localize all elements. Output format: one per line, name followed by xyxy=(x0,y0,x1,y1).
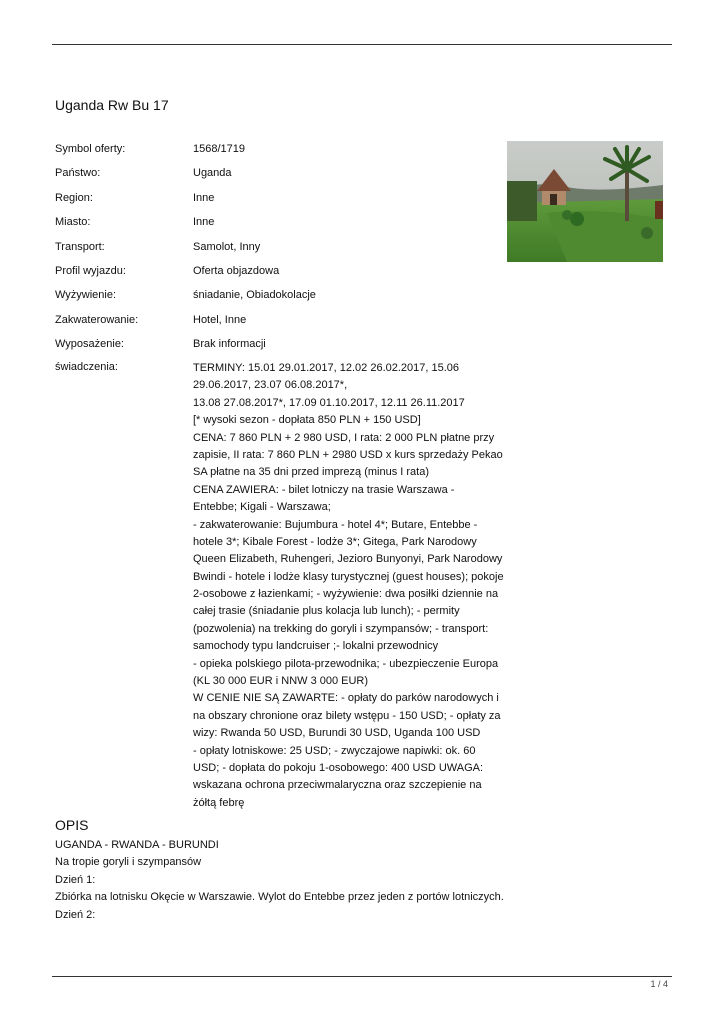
field-label: Profil wyjazdu: xyxy=(55,264,126,277)
services-line: 2-osobowe z łazienkami; - wyżywienie: dwa posiłki dziennie na xyxy=(193,588,499,601)
services-line: CENA: 7 860 PLN + 2 980 USD, I rata: 2 000 PLN płatne przy xyxy=(193,431,495,444)
services-section xyxy=(55,361,515,813)
services-line: USD; - dopłata do pokoju 1-osobowego: 400 USD UWAGA: xyxy=(193,761,484,774)
offer-fields xyxy=(55,143,505,363)
services-text xyxy=(193,361,507,813)
services-line: 13.08 27.08.2017*, 17.09 01.10.2017, 12.11 26.11.2017 xyxy=(193,396,465,409)
services-line: Entebbe; Kigali - Warszawa; xyxy=(193,501,331,514)
field-row xyxy=(55,265,505,289)
field-value: Samolot, Inny xyxy=(193,240,261,253)
field-row xyxy=(55,216,505,240)
description-heading: OPIS xyxy=(55,817,89,833)
field-row xyxy=(55,338,505,362)
description-line: Dzień 1: xyxy=(55,873,96,886)
services-line: TERMINY: 15.01 29.01.2017, 12.02 26.02.2017, 15.06 xyxy=(193,362,460,374)
field-row xyxy=(55,241,505,265)
field-label: Transport: xyxy=(55,240,105,253)
services-line: całej trasie (śniadanie plus kolacja lub lunch); - permity xyxy=(193,605,460,618)
services-line: [* wysoki sezon - dopłata 850 PLN + 150 USD] xyxy=(193,414,421,427)
description-line: Na tropie goryli i szympansów xyxy=(55,856,202,869)
field-value: Inne xyxy=(193,191,215,204)
services-line: - zakwaterowanie: Bujumbura - hotel 4*; Butare, Entebbe - xyxy=(193,518,478,531)
page-number: 1 / 4 xyxy=(650,979,668,989)
field-label: Region: xyxy=(55,191,93,204)
lodge-photo xyxy=(507,141,663,262)
field-value: Brak informacji xyxy=(193,338,266,351)
field-row xyxy=(55,289,505,313)
field-label: Wyżywienie: xyxy=(55,289,117,302)
field-value: Inne xyxy=(193,216,215,229)
field-value: Uganda xyxy=(193,167,232,180)
field-row xyxy=(55,314,505,338)
services-label: świadczenia: xyxy=(55,361,118,373)
services-line: Bwindi - hotele i lodże klasy turystycznej (guest houses); pokoje xyxy=(193,570,504,583)
field-label: Państwo: xyxy=(55,167,101,180)
services-line: wizy: Rwanda 50 USD, Burundi 30 USD, Uganda 100 USD xyxy=(193,727,481,740)
field-label: Miasto: xyxy=(55,216,91,229)
services-line: samochody typu landcruiser ;- lokalni przewodnicy xyxy=(193,640,439,653)
field-label: Wyposażenie: xyxy=(55,338,124,351)
description-line: Dzień 2: xyxy=(55,908,96,921)
services-line: - opieka polskiego pilota-przewodnika; - ubezpieczenie Europa xyxy=(193,657,499,670)
field-label: Symbol oferty: xyxy=(55,143,126,155)
description-body xyxy=(55,838,555,925)
services-line: (KL 30 000 EUR i NNW 3 000 EUR) xyxy=(193,675,369,688)
field-value: Hotel, Inne xyxy=(193,313,247,326)
field-value: śniadanie, Obiadokolacje xyxy=(193,289,316,302)
services-line: - opłaty lotniskowe: 25 USD; - zwyczajowe napiwki: ok. 60 xyxy=(193,744,476,757)
services-line: SA płatne na 35 dni przed imprezą (minus I rata) xyxy=(193,466,430,479)
services-line: na obszary chronione oraz bilety wstępu - 150 USD; - opłaty za xyxy=(193,709,501,722)
field-label: Zakwaterowanie: xyxy=(55,313,139,326)
services-line: wskazana ochrona przeciwmalaryczna oraz szczepienie na xyxy=(193,779,482,792)
services-line: W CENIE NIE SĄ ZAWARTE: - opłaty do parków narodowych i xyxy=(193,692,499,705)
description-line: UGANDA - RWANDA - BURUNDI xyxy=(55,839,219,851)
services-line: żółtą febrę xyxy=(193,796,245,809)
header-rule xyxy=(52,44,672,45)
field-value: 1568/1719 xyxy=(193,143,245,155)
offer-title: Uganda Rw Bu 17 xyxy=(55,97,169,113)
field-row xyxy=(55,143,505,167)
services-line: Queen Elizabeth, Ruhengeri, Jezioro Bunyonyi, Park Narodowy xyxy=(193,553,503,566)
services-line: hotele 3*; Kibale Forest - lodże 3*; Gitega, Park Narodowy xyxy=(193,535,477,548)
services-line: (pozwolenia) na trekking do goryli i szympansów; - transport: xyxy=(193,622,489,635)
services-line: zapisie, II rata: 7 860 PLN + 2980 USD x kurs sprzedaży Pekao xyxy=(193,448,503,461)
field-value: Oferta objazdowa xyxy=(193,264,280,277)
services-line: CENA ZAWIERA: - bilet lotniczy na trasie Warszawa - xyxy=(193,483,455,496)
services-line: 29.06.2017, 23.07 06.08.2017*, xyxy=(193,379,348,392)
description-line: Zbiórka na lotnisku Okęcie w Warszawie. Wylot do Entebbe przez jeden z portów lotniczych. xyxy=(55,891,504,904)
field-row xyxy=(55,167,505,191)
footer-rule xyxy=(52,976,672,977)
field-row xyxy=(55,192,505,216)
